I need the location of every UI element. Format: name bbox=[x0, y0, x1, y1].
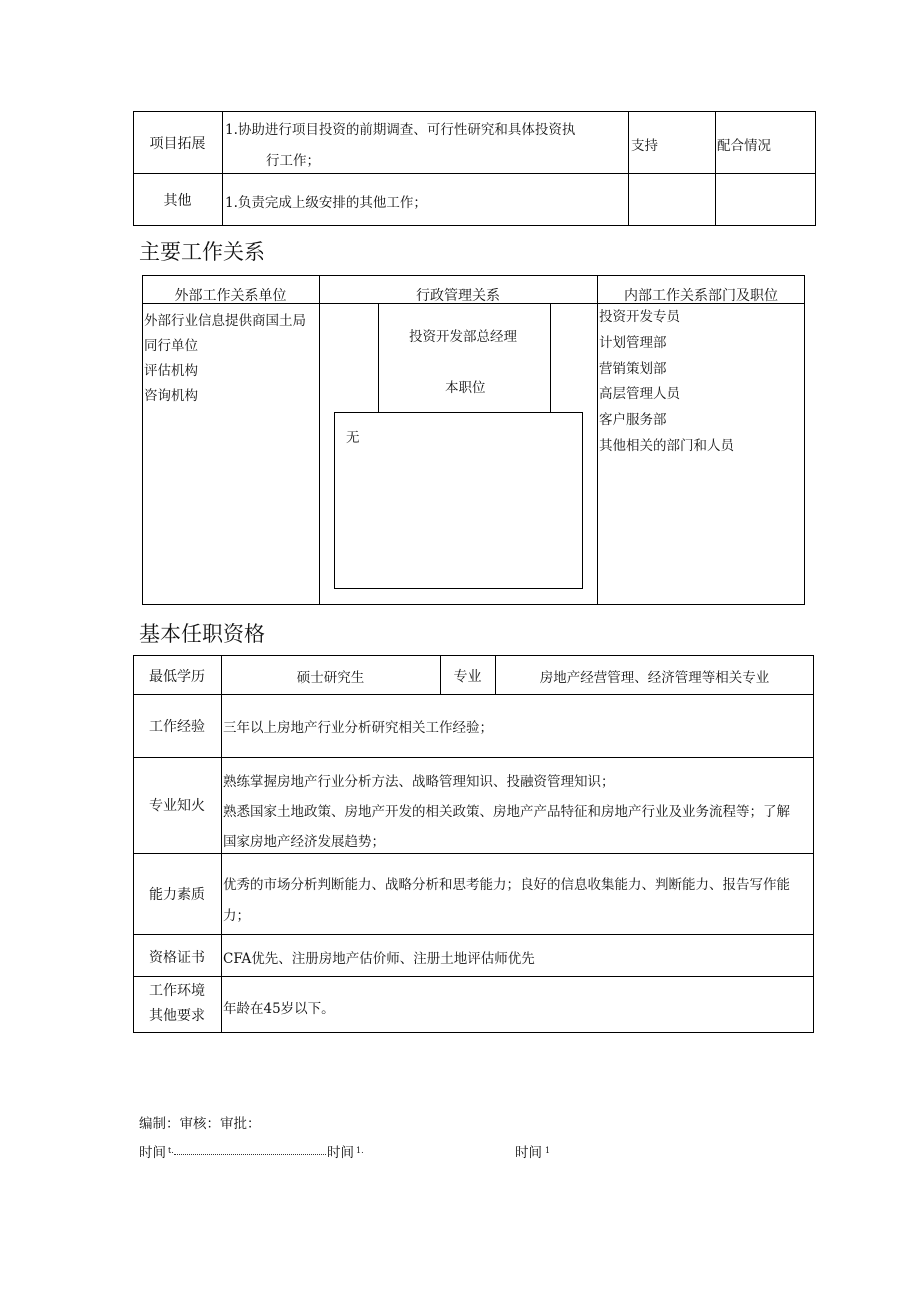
org-superior-position: 投资开发部总经理 bbox=[409, 329, 517, 345]
internal-item: 高层管理人员 bbox=[599, 386, 680, 402]
major-label: 专业 bbox=[453, 669, 482, 685]
knowledge-label: 专业知火 bbox=[149, 798, 205, 814]
env-label: 工作环境 bbox=[149, 983, 205, 999]
time-dotted-line bbox=[174, 1154, 326, 1155]
relations-header-internal: 内部工作关系部门及职位 bbox=[624, 288, 778, 304]
sign-line: 编制：审核：审批： bbox=[139, 1116, 261, 1132]
org-superior-left-line bbox=[378, 303, 379, 413]
ability-line: 力； bbox=[223, 908, 250, 924]
org-subordinate-position: 无 bbox=[346, 430, 360, 446]
knowledge-line: 熟练掌握房地产行业分析方法、战略管理知识、投融资管理知识； bbox=[223, 774, 615, 790]
internal-item: 客户服务部 bbox=[599, 412, 667, 428]
relations-header-admin: 行政管理关系 bbox=[416, 288, 500, 304]
duty-text-project-line1: 1.协助进行项目投资的前期调查、可行性研究和具体投资执 bbox=[225, 122, 576, 138]
duty-coop-cell: 配合情况 bbox=[717, 138, 771, 154]
external-item: 评估机构 bbox=[144, 363, 198, 379]
ability-label: 能力素质 bbox=[149, 887, 205, 903]
time-label-2: 时间 bbox=[327, 1145, 354, 1161]
duty-text-other: 1.负责完成上级安排的其他工作； bbox=[225, 195, 427, 211]
knowledge-line: 熟悉国家土地政策、房地产开发的相关政策、房地产产品特征和房地产行业及业务流程等；了解 bbox=[223, 804, 790, 820]
duty-text-project-line2: 行工作； bbox=[266, 153, 320, 169]
duty-label-project: 项目拓展 bbox=[149, 136, 206, 152]
external-item: 外部行业信息提供商国土局 bbox=[144, 313, 306, 329]
education-label: 最低学历 bbox=[149, 669, 205, 685]
qualifications-title: 基本任职资格 bbox=[139, 622, 265, 646]
external-item: 同行单位 bbox=[144, 338, 198, 354]
duty-support-cell: 支持 bbox=[631, 138, 658, 154]
education-value: 硕士研究生 bbox=[296, 670, 365, 686]
internal-item: 其他相关的部门和人员 bbox=[599, 438, 734, 454]
other-req-label: 其他要求 bbox=[149, 1008, 205, 1024]
major-value: 房地产经营管理、经济管理等相关专业 bbox=[539, 670, 770, 686]
relations-header-external: 外部工作关系单位 bbox=[174, 288, 287, 304]
time-suffix-1: t. bbox=[168, 1146, 174, 1155]
ability-line: 优秀的市场分析判断能力、战略分析和思考能力；良好的信息收集能力、判断能力、报告写作能 bbox=[223, 877, 790, 893]
duty-label-other: 其他 bbox=[163, 193, 192, 209]
internal-item: 营销策划部 bbox=[599, 361, 667, 377]
cert-label: 资格证书 bbox=[149, 950, 205, 966]
org-subordinate-box bbox=[334, 412, 583, 589]
external-item: 咨询机构 bbox=[144, 388, 198, 404]
internal-item: 计划管理部 bbox=[599, 335, 667, 351]
time-label-1: 时间 bbox=[139, 1145, 166, 1161]
knowledge-line: 国家房地产经济发展趋势； bbox=[223, 834, 385, 850]
internal-item: 投资开发专员 bbox=[599, 309, 680, 325]
time-suffix-3: 1 bbox=[545, 1146, 551, 1155]
org-superior-right-line bbox=[550, 303, 551, 413]
experience-value: 三年以上房地产行业分析研究相关工作经验； bbox=[223, 720, 493, 736]
experience-label: 工作经验 bbox=[149, 719, 205, 735]
time-suffix-2: 1. bbox=[356, 1146, 364, 1155]
org-self-position: 本职位 bbox=[445, 380, 486, 396]
env-value: 年龄在45岁以下。 bbox=[223, 1001, 335, 1017]
cert-value: CFA优先、注册房地产估价师、注册土地评估师优先 bbox=[223, 951, 535, 967]
time-label-3: 时间 bbox=[515, 1145, 542, 1161]
relations-title: 主要工作关系 bbox=[139, 240, 265, 264]
